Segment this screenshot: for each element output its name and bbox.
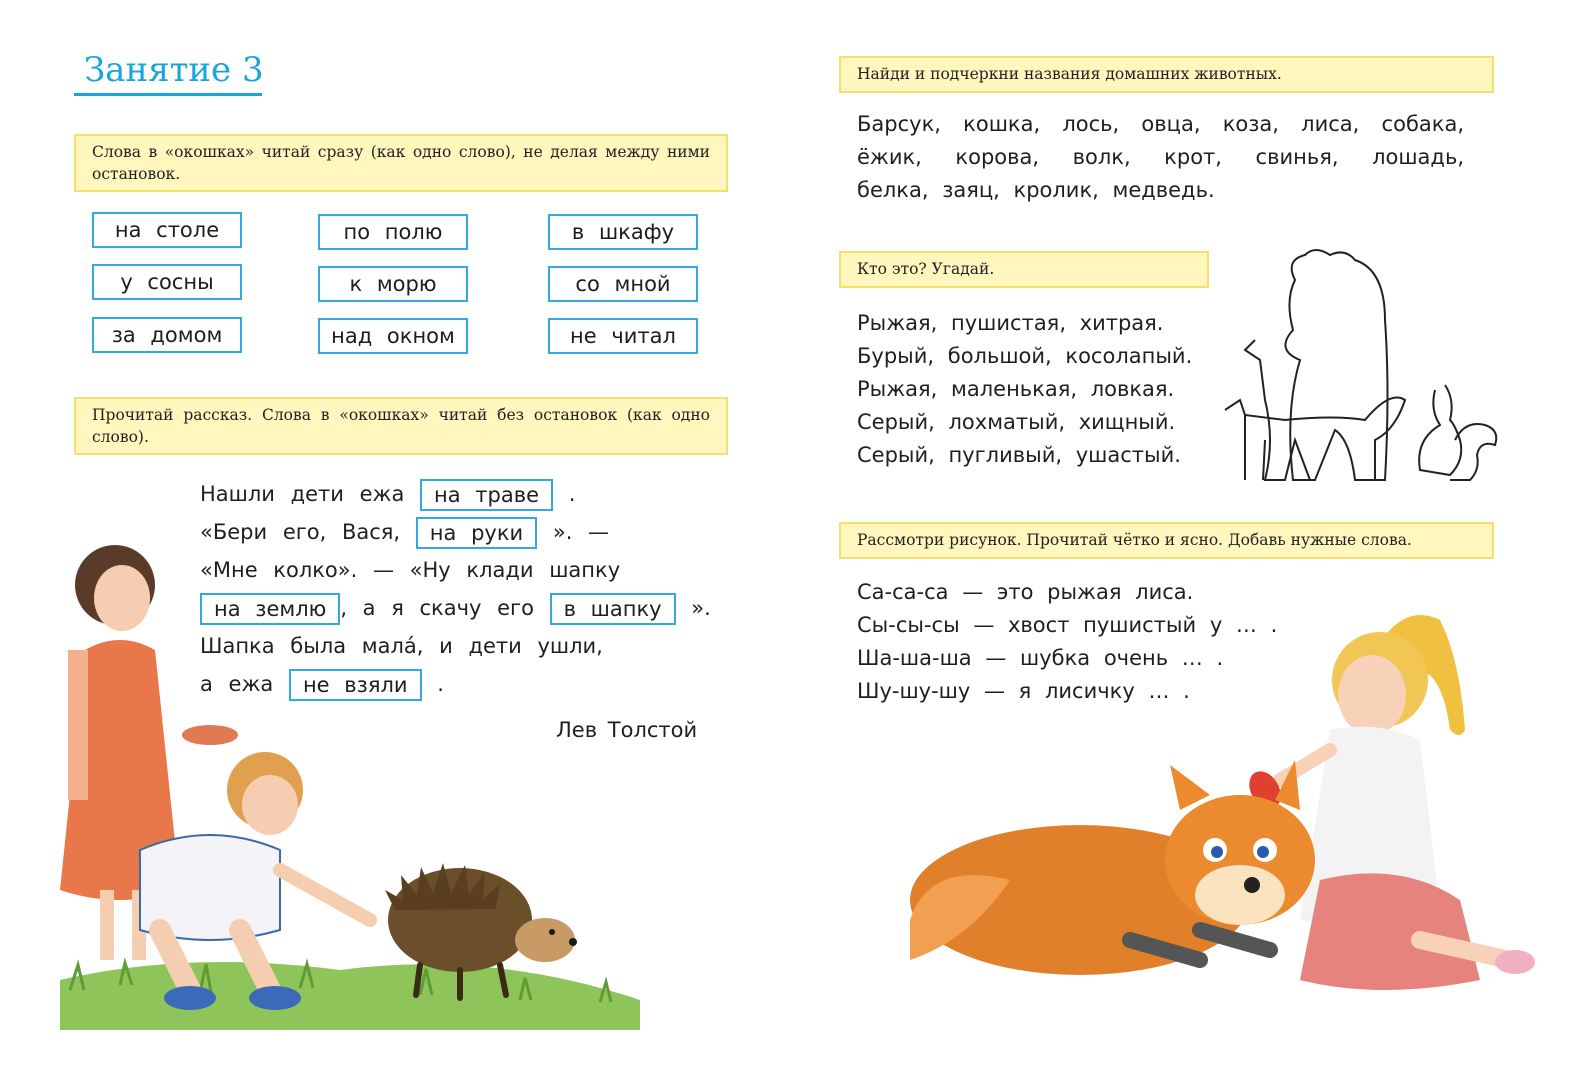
animals-line: белка, заяц, кролик, медведь. bbox=[857, 178, 1215, 202]
rhyme-line: Шу-шу-шу — я лисичку … . bbox=[857, 679, 1190, 703]
title-underline bbox=[74, 93, 262, 96]
girl-fox-illustration bbox=[900, 580, 1540, 1010]
story-text-fragment: «Бери его, Вася, bbox=[200, 520, 401, 544]
story-text-fragment: , а я скачу его bbox=[340, 596, 534, 620]
riddles-list bbox=[857, 307, 1192, 472]
animals-line: Барсук, кошка, лось, овца, коза, лиса, собака, bbox=[857, 112, 1464, 136]
story-word-window: на землю bbox=[200, 593, 340, 625]
riddle-line: Серый, пугливый, ушастый. bbox=[857, 443, 1181, 467]
story-author: Лев Толстой bbox=[556, 718, 698, 742]
word-window: над окном bbox=[318, 318, 468, 354]
story-word-window: не взяли bbox=[289, 669, 422, 701]
children-hedgehog-illustration bbox=[40, 530, 650, 1030]
story-line: «Мне колко». — «Ну клади шапку bbox=[200, 558, 621, 582]
rhyme-line: Ша-ша-ша — шубка очень … . bbox=[857, 646, 1224, 670]
word-window: к морю bbox=[318, 266, 468, 302]
story-line: Шапка была малá, и дети ушли, bbox=[200, 634, 603, 658]
story-word-window: в шапку bbox=[550, 593, 676, 625]
animal-silhouettes-illustration bbox=[1215, 240, 1505, 500]
story-text-fragment: а ежа bbox=[200, 672, 274, 696]
word-window: не читал bbox=[548, 318, 698, 354]
story-text-fragment: ». — bbox=[552, 520, 610, 544]
instruction-read-story: Прочитай рассказ. Слова в «окошках» читай без остановок (как одно слово). bbox=[74, 397, 728, 455]
story-word-window: на траве bbox=[420, 479, 553, 511]
word-window: за домом bbox=[92, 317, 242, 353]
riddle-line: Рыжая, пушистая, хитрая. bbox=[857, 311, 1164, 335]
instruction-read-windows: Слова в «окошках» читай сразу (как одно слово), не делая между ними остановок. bbox=[74, 134, 728, 192]
lesson-title: Занятие 3 bbox=[84, 50, 264, 90]
word-window: у сосны bbox=[92, 264, 242, 300]
word-window: на столе bbox=[92, 212, 242, 248]
animals-word-list bbox=[857, 108, 1464, 207]
riddle-line: Рыжая, маленькая, ловкая. bbox=[857, 377, 1175, 401]
rhyme-line: Сы-сы-сы — хвост пушистый у … . bbox=[857, 613, 1278, 637]
story-text-fragment: ». bbox=[691, 596, 711, 620]
animals-line: ёжик, корова, волк, крот, свинья, лошадь, bbox=[857, 145, 1464, 169]
instruction-underline-pets: Найди и подчеркни названия домашних животных. bbox=[839, 56, 1494, 93]
story-text-fragment: . bbox=[568, 482, 576, 506]
word-window: по полю bbox=[318, 214, 468, 250]
story-text-fragment: Нашли дети ежа bbox=[200, 482, 405, 506]
word-window: со мной bbox=[548, 266, 698, 302]
word-window: в шкафу bbox=[548, 214, 698, 250]
riddle-line: Бурый, большой, косолапый. bbox=[857, 344, 1193, 368]
story-text-fragment: . bbox=[437, 672, 444, 696]
rhyme-line: Са-са-са — это рыжая лиса. bbox=[857, 580, 1194, 604]
riddle-line: Серый, лохматый, хищный. bbox=[857, 410, 1176, 434]
instruction-guess: Кто это? Угадай. bbox=[839, 251, 1209, 288]
instruction-look-picture: Рассмотри рисунок. Прочитай чётко и ясно. Добавь нужные слова. bbox=[839, 522, 1494, 559]
story-word-window: на руки bbox=[416, 517, 537, 549]
